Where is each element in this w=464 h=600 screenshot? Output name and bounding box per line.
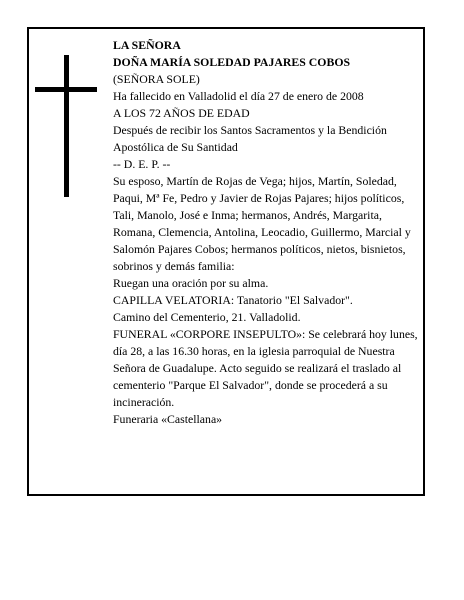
header-line: LA SEÑORA bbox=[113, 38, 181, 52]
prayer-text: Ruegan una oración por su alma. bbox=[113, 276, 269, 290]
deceased-name: DOÑA MARÍA SOLEDAD PAJARES COBOS bbox=[113, 55, 351, 69]
cross-horizontal-bar bbox=[35, 87, 97, 92]
deceased-nickname: (SEÑORA SOLE) bbox=[113, 72, 200, 86]
funeral-text: FUNERAL «CORPORE INSEPULTO»: Se celebrará hoy lunes, día 28, a las 16.30 horas, en la iglesia parroquial de Nuestra Señora de Guadalupe. Acto seguido se realizará el traslado al cementerio "Parque El Salvador", donde se procederá a su incineración. bbox=[113, 327, 418, 409]
chapel-line-1: CAPILLA VELATORIA: Tanatorio "El Salvador". bbox=[113, 293, 353, 307]
family-text: Su esposo, Martín de Rojas de Vega; hijos, Martín, Soledad, Paqui, Mª Fe, Pedro y Javier de Rojas Pajares; hijos políticos, Tali, Manolo, José e Inma; hermanos, Andrés, Margarita, Romana, Clemencia, Antolina, Leocadio, Guillermo, Marcial y Salomón Pajares Cobos; hermanos políticos, nietos, bisnietos, sobrinos y demás familia: bbox=[113, 174, 411, 273]
obituary-text bbox=[113, 37, 420, 428]
age-line: A LOS 72 AÑOS DE EDAD bbox=[113, 106, 250, 120]
death-line: Ha fallecido en Valladolid el día 27 de enero de 2008 bbox=[113, 89, 364, 103]
funeral-home: Funeraria «Castellana» bbox=[113, 412, 223, 426]
chapel-line-2: Camino del Cementerio, 21. Valladolid. bbox=[113, 310, 301, 324]
sacraments-text: Después de recibir los Santos Sacramentos y la Bendición Apostólica de Su Santidad bbox=[113, 123, 387, 154]
cross-vertical-bar bbox=[64, 55, 69, 197]
dep-line: -- D. E. P. -- bbox=[113, 157, 171, 171]
